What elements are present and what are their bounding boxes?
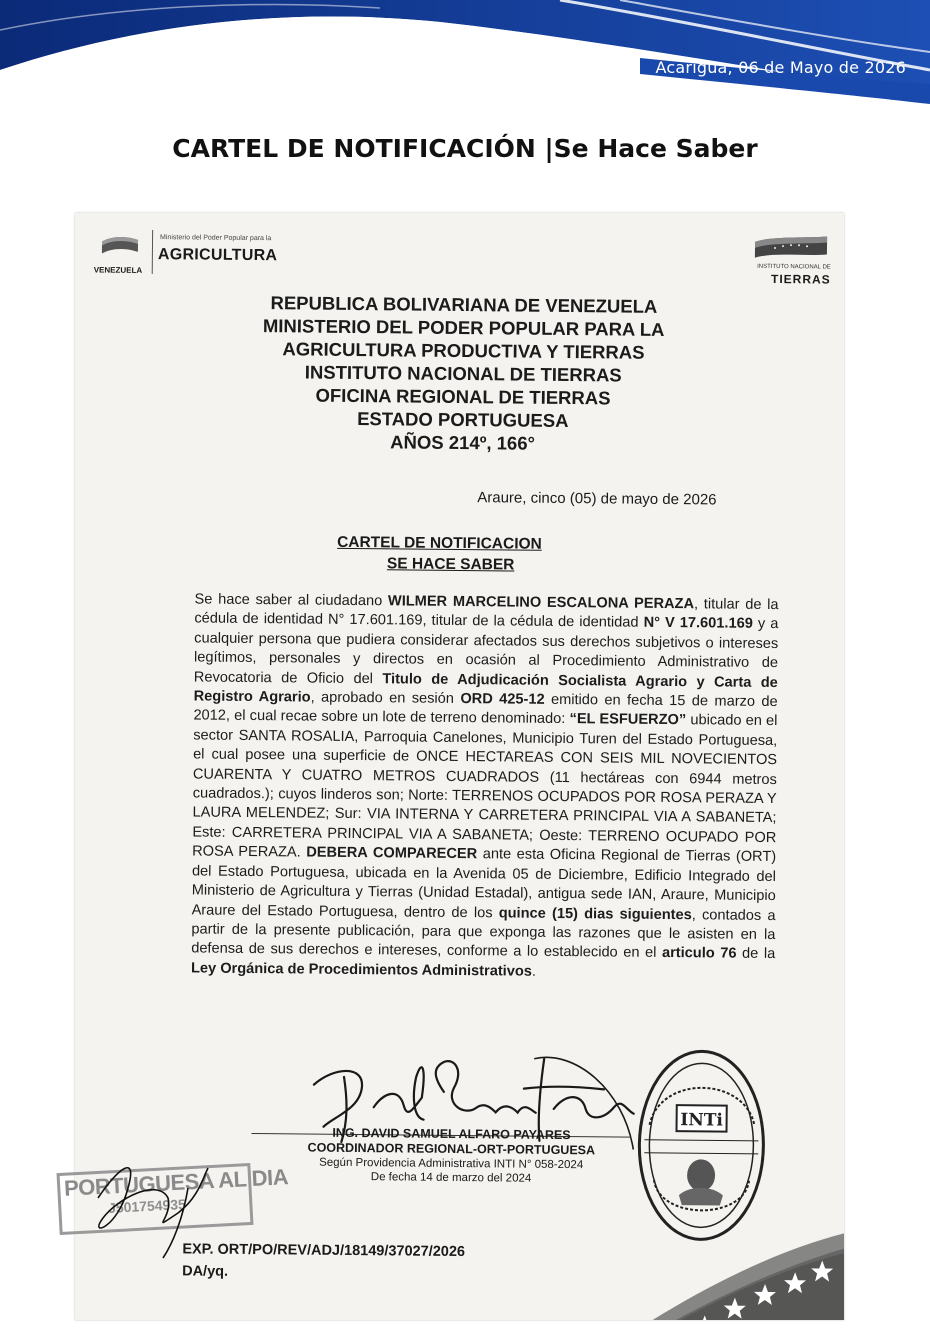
banner-date: Acarigua, 06 de Mayo de 2026 bbox=[655, 58, 906, 77]
official-seal-stamp bbox=[633, 1045, 769, 1246]
articulo: articulo 76 bbox=[661, 945, 737, 962]
ley: Ley Orgánica de Procedimientos Administrativos bbox=[190, 960, 533, 980]
document-initials: DA/yq. bbox=[182, 1263, 229, 1280]
title-document: Titulo de Adjudicación Socialista Agrario y Carta de Registro Agrario bbox=[193, 670, 778, 706]
svg-text:INTi: INTi bbox=[680, 1110, 724, 1131]
scanned-document bbox=[75, 213, 844, 1320]
cartel-title: CARTEL DE NOTIFICACION bbox=[337, 533, 542, 553]
header-line: INSTITUTO NACIONAL DE TIERRAS bbox=[304, 361, 622, 386]
citizen-id: N° V 17.601.169 bbox=[643, 615, 753, 633]
watermark-code: J501754935 bbox=[107, 1195, 187, 1217]
notice-body: Se hace saber al ciudadano WILMER MARCELINO ESCALONA PERAZA, titular de la cédula de identidad N° 17.601.169, titular de la cédula de identidad N° V 17.601.169 y a cualquier persona que pudiera considerar afectados sus derechos subjetivos o intereses legítimos, personales y directos en ocasión al Procedimiento Administrativo de Revocatoria de Oficio del Titulo de Adjudicación Socialista Agrario y Carta de Registro Agrario, aprobado en sesión ORD 425-12 emitido en fecha 15 de marzo de 2012, el cual recae sobre un lote de terreno denominado: “EL ESFUERZO” ubicado en el sector SANTA ROSALIA, Parroquia Canelones, Municipio Turen del Estado Portuguesa, el cual posee una superficie de ONCE HECTAREAS CON SEIS MIL NOVECIENTOS CUARENTA Y CUATRO METROS CUADRADOS (11 hectáreas con 6944 metros cuadrados.); cuyos linderos son; Norte: TERRENOS OCUPADOS POR ROSA PERAZA Y LAURA MELENDEZ; Sur: VIA INTERNA Y CARRETERA PRINCIPAL VIA A SABANETA; Este: CARRETERA PRINCIPAL VIA A SABANETA; Oeste: TERRENO OCUPADO POR ROSA PERAZA. DEBERA COMPARECER ante esta Oficina Regional de Tierras (ORT) del Estado Portuguesa, ubicada en la Avenida 05 de Diciembre, Edificio Integrado del Ministerio de Agricultura y Tierras (Unidad Estadal), antigua sede IAN, Araure, Municipio Araure del Estado Portuguesa, dentro de los quince (15) dias siguientes, contados a partir de la presente publicación, para que exponga las razones que le asisten en la defensa de sus derechos e intereses, conforme a lo establecido en el articulo 76 de la Ley Orgánica de Procedimientos Administrativos. bbox=[190, 591, 779, 980]
page-title: CARTEL DE NOTIFICACIÓN |Se Hace Saber bbox=[172, 134, 758, 163]
debera-comparecer: DEBERA COMPARECER bbox=[306, 844, 478, 863]
header-line: MINISTERIO DEL PODER POPULAR PARA LA bbox=[262, 315, 665, 340]
watermark-name: PORTUGUESA AL DIA bbox=[63, 1164, 289, 1201]
session-number: ORD 425-12 bbox=[460, 691, 545, 708]
venezuela-flag-icon bbox=[100, 234, 140, 254]
portuguesa-al-dia-watermark bbox=[58, 1158, 289, 1232]
cartel-subtitle: SE HACE SABER bbox=[386, 555, 515, 574]
signatory-role: COORDINADOR REGIONAL-ORT-PORTUGUESA bbox=[307, 1140, 596, 1157]
header-line: OFICINA REGIONAL DE TIERRAS bbox=[315, 384, 611, 409]
providencia-number: Según Providencia Administrativa INTI N° 058-2024 bbox=[319, 1156, 584, 1172]
citizen-name: WILMER MARCELINO ESCALONA PERAZA bbox=[387, 593, 695, 613]
providencia-date: De fecha 14 de marzo del 2024 bbox=[370, 1171, 532, 1185]
providencia bbox=[261, 1155, 641, 1187]
lote-name: “EL ESFUERZO” bbox=[569, 711, 687, 729]
logo-country-label: VENEZUELA bbox=[93, 265, 143, 275]
header-line: REPUBLICA BOLIVARIANA DE VENEZUELA bbox=[270, 292, 658, 317]
watermark-scribble bbox=[58, 1158, 248, 1268]
signatory-name: ING. DAVID SAMUEL ALFARO PAYARES bbox=[332, 1125, 571, 1143]
logo-agricultura-label: AGRICULTURA bbox=[157, 246, 278, 265]
document-header bbox=[78, 289, 844, 457]
tierras-flag-icon bbox=[753, 234, 829, 259]
plazo: quince (15) dias siguientes bbox=[498, 904, 692, 923]
signatory bbox=[261, 1125, 641, 1158]
logo-ministry-label: Ministerio del Poder Popular para la bbox=[160, 234, 272, 243]
tierras-logo bbox=[745, 230, 836, 291]
header-banner bbox=[0, 0, 930, 110]
header-line: ESTADO PORTUGUESA bbox=[357, 408, 569, 432]
place-date: Araure, cinco (05) de mayo de 2026 bbox=[477, 489, 717, 509]
logo-institute-label: INSTITUTO NACIONAL DE bbox=[757, 263, 831, 271]
expediente-number: EXP. ORT/PO/REV/ADJ/18149/37027/2026 bbox=[182, 1241, 466, 1261]
banner-wave-graphic bbox=[0, 0, 930, 110]
header-line: AÑOS 214º, 166° bbox=[390, 431, 536, 454]
header-line: AGRICULTURA PRODUCTIVA Y TIERRAS bbox=[282, 338, 645, 363]
logo-tierras-label: TIERRAS bbox=[770, 271, 831, 287]
